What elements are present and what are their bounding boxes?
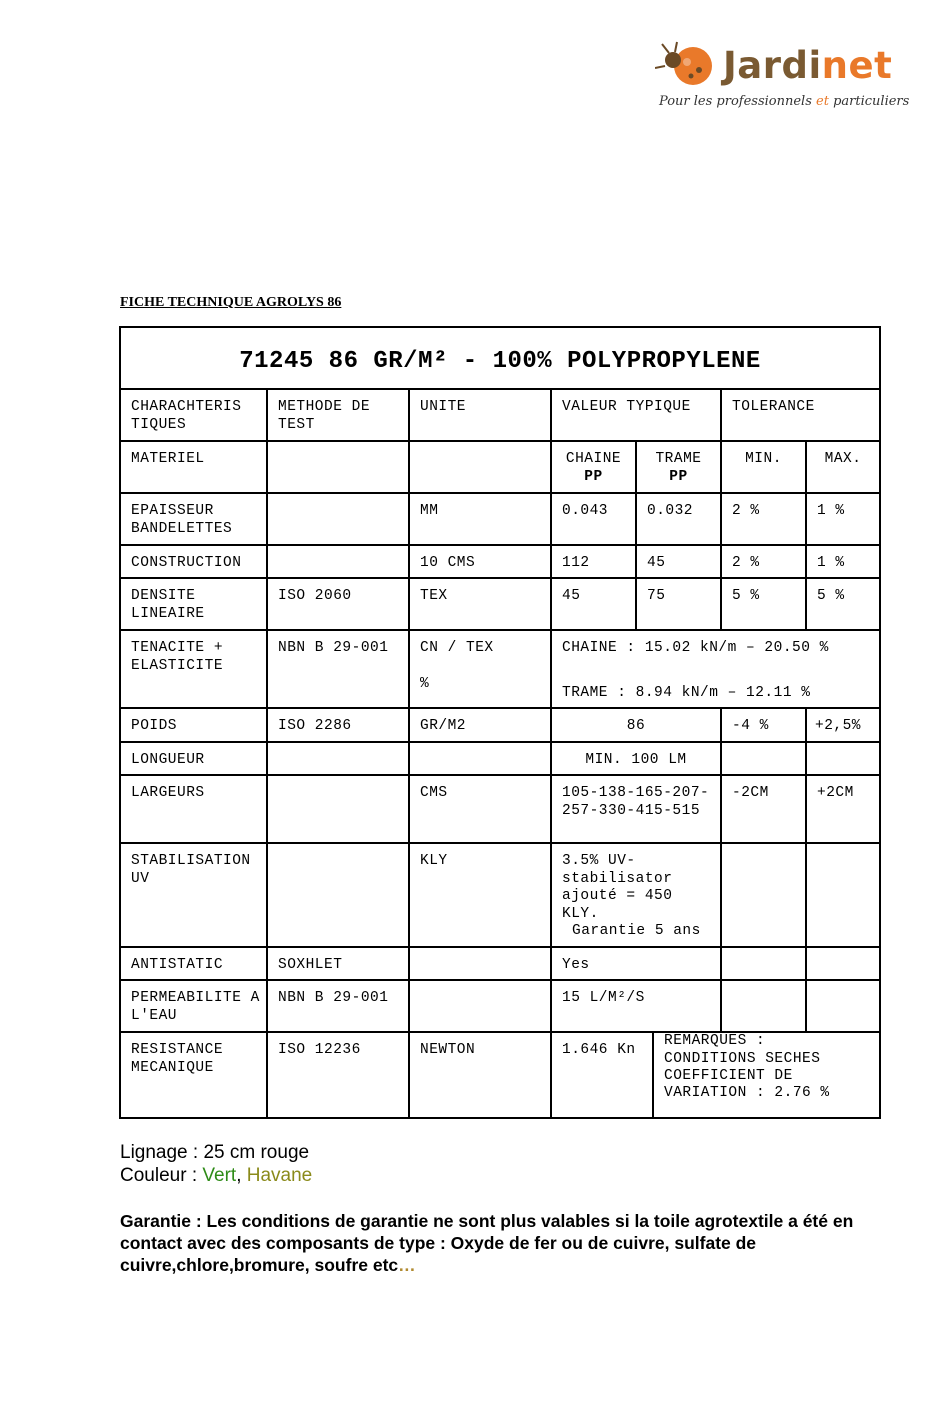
- guarantee-paragraph: Garantie : Les conditions de garantie ne sont plus valables si la toile agrotextile a été en contact avec des composants de type : Oxyde de fer ou de cuivre, sulfate de cuivre,chlore,bromure, soufre etc…: [120, 1211, 854, 1275]
- table-row: [120, 578, 880, 630]
- table-header-row: [120, 389, 880, 441]
- ladybug-logo-icon: [655, 40, 725, 88]
- row-label: ANTISTATIC: [120, 947, 267, 980]
- row-method: ISO 2060: [267, 578, 409, 630]
- cell-min: 2 %: [721, 493, 806, 545]
- table-title: 71245 86 GR/M² - 100% POLYPROPYLENE: [120, 327, 880, 389]
- table-row: [120, 980, 880, 1032]
- table-row: [120, 742, 880, 775]
- cell-remarks: REMARQUES : CONDITIONS SECHES COEFFICIENT DE VARIATION : 2.76 %: [653, 1032, 880, 1118]
- brand-tagline: Pour les professionnels et particuliers: [659, 94, 910, 109]
- cell-trame: 45: [636, 545, 721, 578]
- cell-max: 1 %: [806, 545, 880, 578]
- subheader-max: MAX.: [806, 441, 880, 493]
- cell-tenacite-values: CHAINE : 15.02 kN/m – 20.50 % TRAME : 8.94 kN/m – 12.11 %: [551, 630, 880, 708]
- row-label: LARGEURS: [120, 775, 267, 843]
- cell-chaine: 112: [551, 545, 636, 578]
- cell-max: +2CM: [806, 775, 880, 843]
- header-tolerance: TOLERANCE: [721, 389, 880, 441]
- cell-value: MIN. 100 LM: [551, 742, 721, 775]
- subheader-min: MIN.: [721, 441, 806, 493]
- table-title-row: [120, 327, 880, 389]
- table-row: [120, 441, 880, 493]
- couleur-vert: Vert: [202, 1165, 237, 1186]
- table-row: [120, 493, 880, 545]
- cell-value: 3.5% UV-stabilisator ajouté = 450 KLY. Garantie 5 ans: [551, 843, 721, 947]
- row-unit: KLY: [409, 843, 551, 947]
- cell-max: 5 %: [806, 578, 880, 630]
- row-unit: CN / TEX %: [409, 630, 551, 708]
- table-row: [120, 708, 880, 742]
- cell-max: 1 %: [806, 493, 880, 545]
- cell-value: 1.646 Kn: [551, 1032, 653, 1118]
- row-label: DENSITE LINEAIRE: [120, 578, 267, 630]
- spec-table: [119, 326, 881, 1119]
- cell-value: 86: [551, 708, 721, 742]
- row-method: NBN B 29-001: [267, 630, 409, 708]
- header-characteristics: CHARACHTERIS TIQUES: [120, 389, 267, 441]
- row-label: EPAISSEUR BANDELETTES: [120, 493, 267, 545]
- cell-trame: 75: [636, 578, 721, 630]
- row-label: PERMEABILITE A L'EAU: [120, 980, 267, 1032]
- header-typical: VALEUR TYPIQUE: [551, 389, 721, 441]
- row-method: SOXHLET: [267, 947, 409, 980]
- jardinet-logo: [655, 38, 910, 118]
- cell-chaine: 0.043: [551, 493, 636, 545]
- document-title: FICHE TECHNIQUE AGROLYS 86: [120, 295, 342, 310]
- header-unit: UNITE: [409, 389, 551, 441]
- cell-min: 5 %: [721, 578, 806, 630]
- row-label: MATERIEL: [120, 441, 267, 493]
- row-method: NBN B 29-001: [267, 980, 409, 1032]
- row-method: ISO 12236: [267, 1032, 409, 1118]
- table-row: [120, 545, 880, 578]
- row-method: ISO 2286: [267, 708, 409, 742]
- table-row: [120, 1032, 880, 1118]
- subheader-trame: TRAME PP: [636, 441, 721, 493]
- table-row: [120, 775, 880, 843]
- brand-name: Jardinet: [723, 44, 893, 87]
- couleur-havane: Havane: [246, 1165, 313, 1186]
- row-label: LONGUEUR: [120, 742, 267, 775]
- row-label: RESISTANCE MECANIQUE: [120, 1032, 267, 1118]
- row-label: TENACITE + ELASTICITE: [120, 630, 267, 708]
- row-unit: 10 CMS: [409, 545, 551, 578]
- header-method: METHODE DE TEST: [267, 389, 409, 441]
- couleur-text: Couleur : Vert, Havane: [120, 1165, 313, 1186]
- table-row: [120, 947, 880, 980]
- cell-min: -4 %: [721, 708, 806, 742]
- colour-info: [120, 1141, 312, 1187]
- cell-chaine: 45: [551, 578, 636, 630]
- table-row: [120, 630, 880, 708]
- row-label: STABILISATION UV: [120, 843, 267, 947]
- lignage-text: Lignage : 25 cm rouge: [120, 1142, 310, 1163]
- row-unit: MM: [409, 493, 551, 545]
- row-unit: CMS: [409, 775, 551, 843]
- row-unit: GR/M2: [409, 708, 551, 742]
- row-unit: NEWTON: [409, 1032, 551, 1118]
- row-label: POIDS: [120, 708, 267, 742]
- subheader-chaine: CHAINE PP: [551, 441, 636, 493]
- cell-value: Yes: [551, 947, 721, 980]
- cell-min: -2CM: [721, 775, 806, 843]
- cell-max: +2,5%: [806, 708, 880, 742]
- cell-value: 15 L/M²/S: [551, 980, 721, 1032]
- cell-value: 105-138-165-207-257-330-415-515: [551, 775, 721, 843]
- cell-trame: 0.032: [636, 493, 721, 545]
- row-unit: TEX: [409, 578, 551, 630]
- row-label: CONSTRUCTION: [120, 545, 267, 578]
- table-row: [120, 843, 880, 947]
- cell-min: 2 %: [721, 545, 806, 578]
